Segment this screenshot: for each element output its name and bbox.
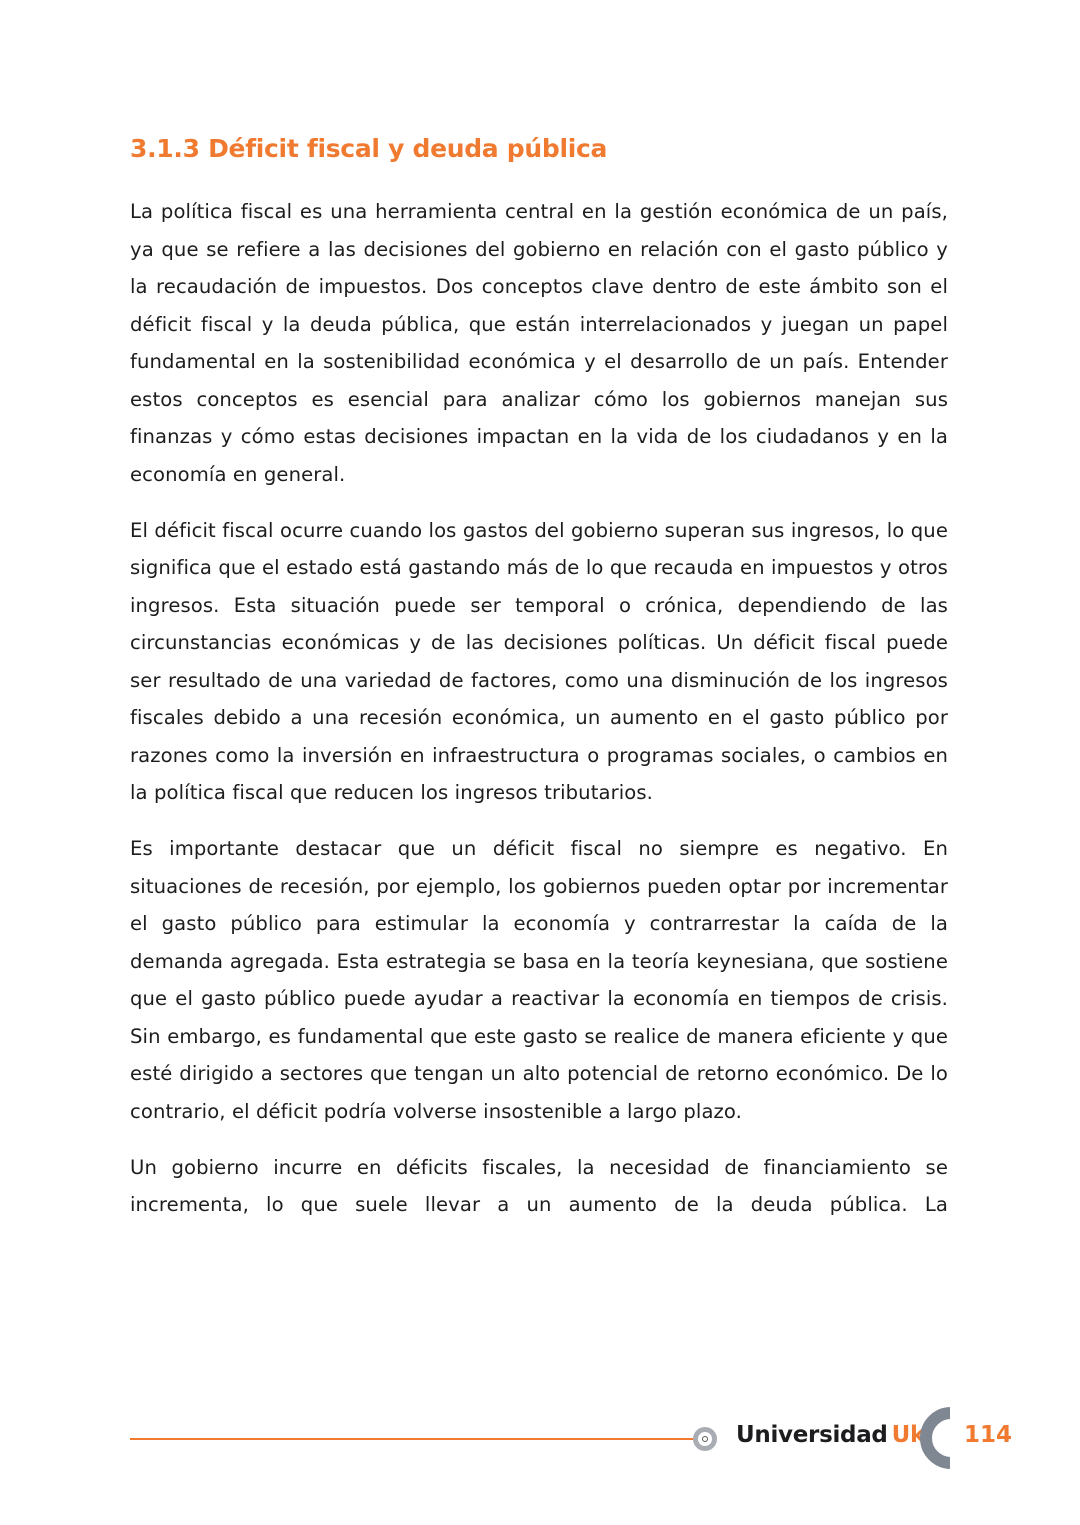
body-text [130,193,948,1242]
footer-circle-icon [693,1427,717,1451]
paragraph: El déficit fiscal ocurre cuando los gastos del gobierno superan sus ingresos, lo que significa que el estado está gastando más de lo que recauda en impuestos y otros ingresos. Esta situación puede ser temporal o crónica, dependiendo de las circunstancias económicas y de las decisiones políticas. Un déficit fiscal puede ser resultado de una variedad de factores, como una disminución de los ingresos fiscales debido a una recesión económica, un aumento en el gasto público por razones como la inversión en infraestructura o programas sociales, o cambios en la política fiscal que reducen los ingresos tributarios. [130,518,948,804]
arc-decoration-icon [920,1407,950,1469]
paragraph: La política fiscal es una herramienta central en la gestión económica de un país, ya que se refiere a las decisiones del gobierno en relación con el gasto público y la recaudación de impuestos. Dos conceptos clave dentro de este ámbito son el déficit fiscal y la deuda pública, que están interrelacionados y juegan un papel fundamental en la sostenibilidad económica y el desarrollo de un país. Entender estos conceptos es esencial para analizar cómo los gobiernos manejan sus finanzas y cómo estas decisiones impactan en la vida de los ciudadanos y en la economía en general. [130,200,948,486]
brand-suffix: Uk [891,1422,925,1448]
paragraph: Es importante destacar que un déficit fiscal no siempre es negativo. En situaciones de recesión, por ejemplo, los gobiernos pueden optar por incrementar el gasto público para estimular la economía y contrarrestar la caída de la demanda agregada. Esta estrategia se basa en la teoría keynesiana, que sostiene que el gasto público puede ayudar a reactivar la economía en tiempos de crisis. Sin embargo, es fundamental que este gasto se realice de manera eficiente y que esté dirigido a sectores que tengan un alto potencial de retorno económico. De lo contrario, el déficit podría volverse insostenible a largo plazo. [130,837,948,1123]
section-heading: 3.1.3 Déficit fiscal y deuda pública [130,134,608,163]
paragraph: Un gobierno incurre en déficits fiscales, la necesidad de financiamiento se incrementa, lo que suele llevar a un aumento de la deuda pública. La [130,1155,948,1216]
brand-name: Universidad [736,1422,888,1448]
page-number: 114 [964,1422,1013,1448]
footer-divider [130,1438,695,1440]
brand-logo [736,1422,925,1448]
